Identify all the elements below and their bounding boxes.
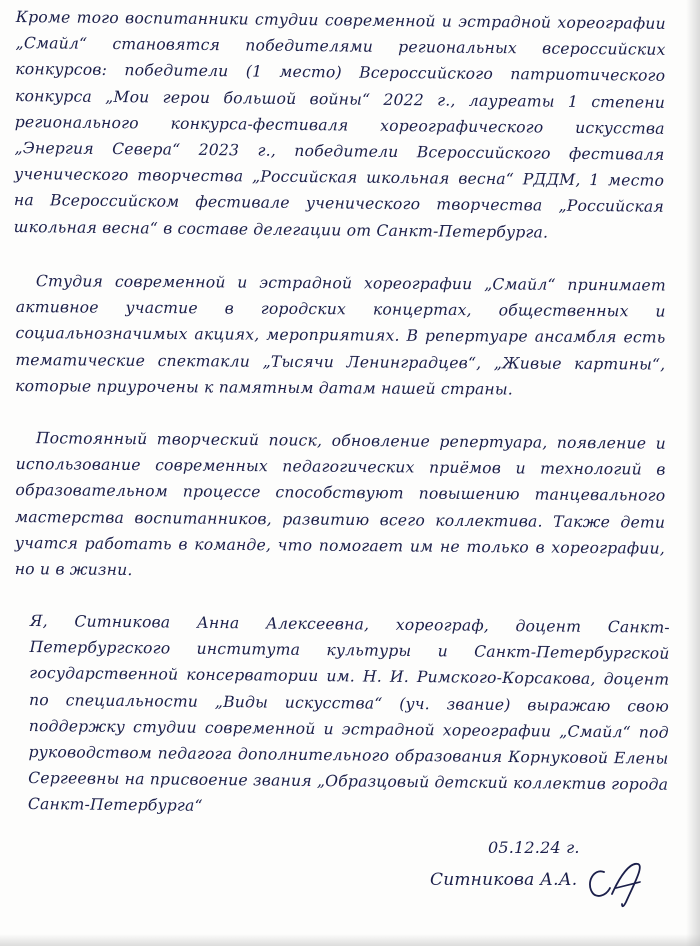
letter-date: 05.12.24 г. — [488, 838, 580, 857]
scan-bottom-shadow — [0, 934, 700, 946]
paragraph-support-statement: Я, Ситникова Анна Алексеевна, хореограф, доцент Санкт-Петербургского института культуры и Санкт-Петербургской государственной консерватории им. Н. И. Римского-Корсакова, доцент по специальности „Виды искусства“ (уч. звание) выражаю свою поддержку студии современной и эстрадной хореографии „Смайл“ под руководством педагога дополнительного образования Корнуковой Елены Сергеевны на присвоение звания „Образцовый детский коллектив города Санкт-Петербурга“ — [27, 611, 670, 816]
paragraph-activities: Студия современной и эстрадной хореографии „Смайл“ принимает активное участие в городских концертах, общественных и социальнозначимых акциях, мероприятиях. В репертуаре ансамбля есть тематические спектакли „Тысячи Ленинградцев“, „Живые картины“, которые приурочены к памятным датам нашей страны. — [15, 272, 666, 399]
paragraph-development: Постоянный творческий поиск, обновление репертуара, появление и использование современных педагогических приёмов и технологий в образовательном процессе способствуют повышению танцевального мастерства воспитанников, развитию всего коллектива. Также дети учатся работать в команде, что помогает им не только в хореографии, но и в жизни. — [14, 429, 666, 580]
scan-edge-shadow — [686, 0, 700, 946]
paragraph-achievements: Кроме того воспитанники студии современной и эстрадной хореографии „Смайл“ становятся победителями региональных всероссийских конкурсов: победители (1 место) Всероссийского патриотического конкурса „Мои герои большой войны“ 2022 г., лауреаты 1 степени регионального конкурса-фестиваля хореографического искусства „Энергия Севера“ 2023 г., победители Всероссийского фестиваля ученического творчества „Российская школьная весна“ РДДМ, 1 место на Всероссийском фестивале ученического творчества „Российская школьная весна“ в составе делегации от Санкт-Петербурга. — [13, 7, 666, 242]
handwritten-signature — [582, 858, 652, 908]
signature-name: Ситникова А.А. — [430, 870, 578, 890]
